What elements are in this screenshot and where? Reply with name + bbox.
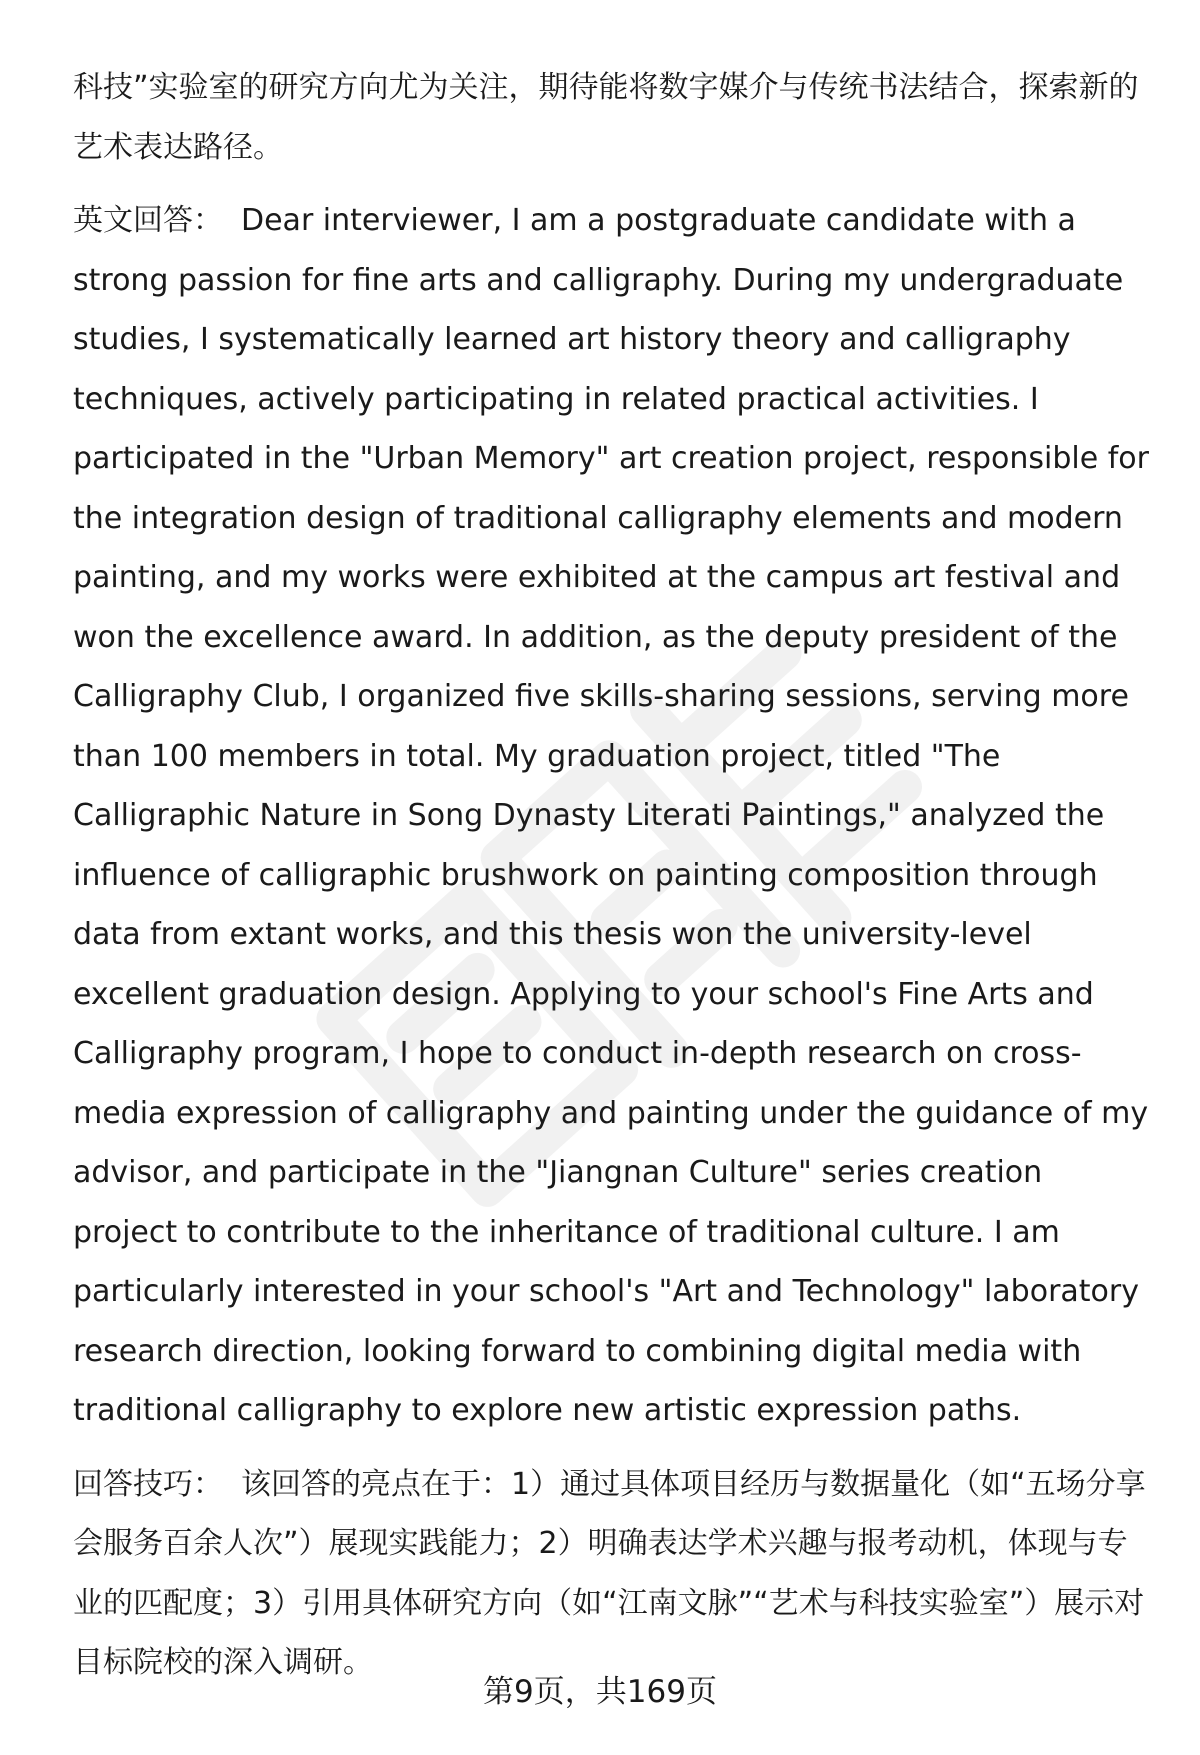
intro-paragraph: 科技”实验室的研究方向尤为关注，期待能将数字媒介与传统书法结合，探索新的艺术表达路径。 bbox=[73, 70, 1139, 165]
answer-tips-label: 回答技巧： bbox=[73, 1466, 223, 1502]
document-body bbox=[73, 58, 1153, 1693]
english-answer-text: Dear interviewer, I am a postgraduate candidate with a strong passion for fine arts and calligraphy. During my undergraduate studies, I systematically learned art history theory and calligraphy techniques, actively participating in related practical activities. I participated in the "Urban Memory" art creation project, responsible for the integration design of traditional calligraphy elements and modern painting, and my works were exhibited at the campus art festival and won the excellence award. In addition, as the deputy president of the Calligraphy Club, I organized five skills-sharing sessions, serving more than 100 members in total. My graduation project, titled "The Calligraphic Nature in Song Dynasty Literati Paintings," analyzed the influence of calligraphic brushwork on painting composition through data from extant works, and this thesis won the university-level excellent graduation design. Applying to your school's Fine Arts and Calligraphy program, I hope to conduct in-depth research on cross-media expression of calligraphy and painting under the guidance of my advisor, and participate in the "Jiangnan Culture" series creation project to contribute to the inheritance of traditional culture. I am particularly interested in your school's "Art and Technology" laboratory research direction, looking forward to combining digital media with traditional calligraphy to explore new artistic expression paths. bbox=[73, 203, 1149, 1428]
page-footer bbox=[0, 1670, 1200, 1714]
answer-tips-text: 该回答的亮点在于：1）通过具体项目经历与数据量化（如“五场分享会服务百余人次”）展现实践能力；2）明确表达学术兴趣与报考动机，体现与专业的匹配度；3）引用具体研究方向（如“江南文脉”“艺术与科技实验室”）展示对目标院校的深入调研。 bbox=[73, 1466, 1146, 1680]
english-answer-paragraph bbox=[73, 191, 1153, 1441]
answer-tips-paragraph bbox=[73, 1455, 1153, 1693]
page-indicator: 第9页，共169页 bbox=[483, 1674, 717, 1710]
english-answer-label: 英文回答： bbox=[73, 203, 223, 238]
